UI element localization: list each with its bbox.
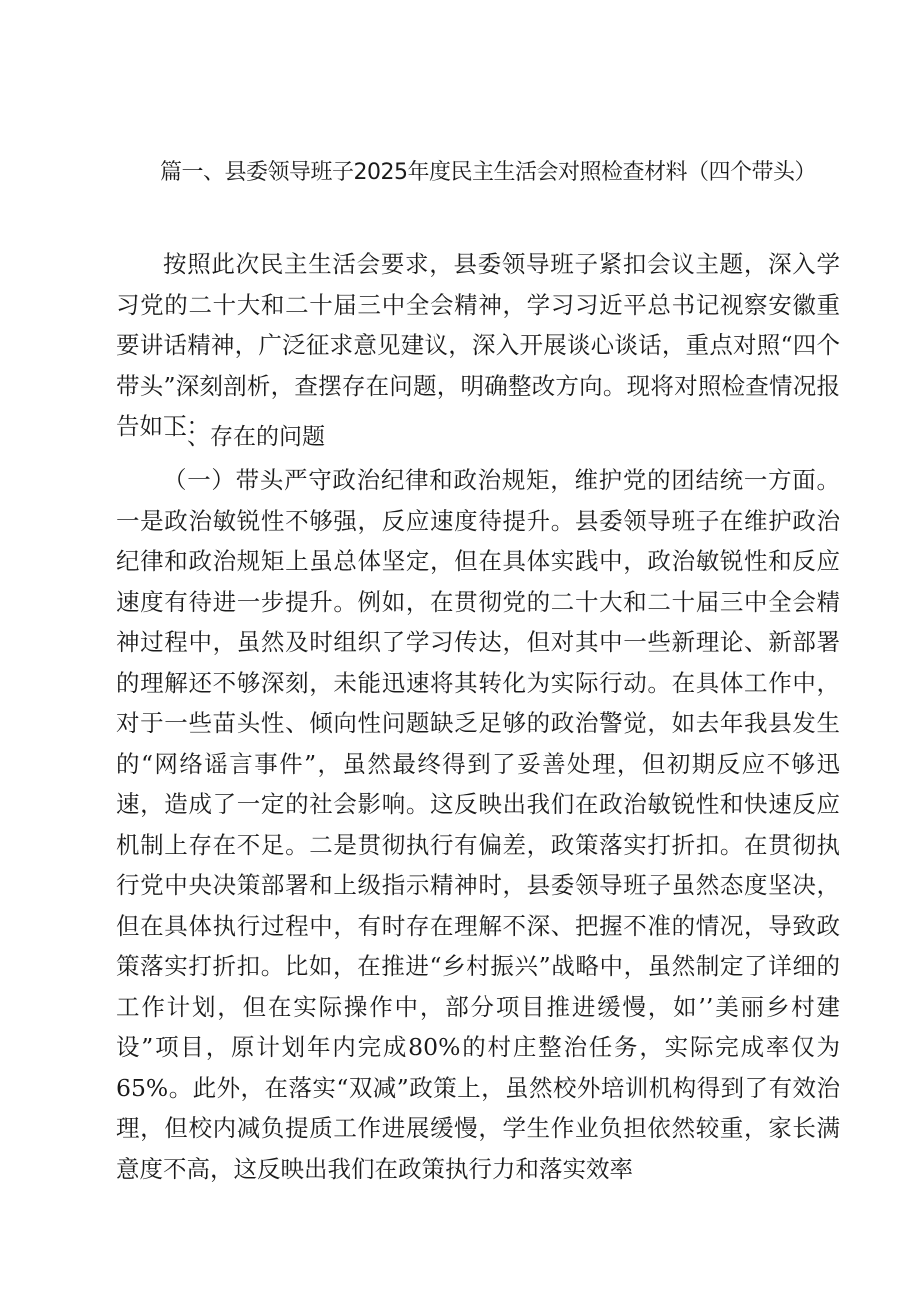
section-paragraph: （一）带头严守政治纪律和政治规矩，维护党的团结统一方面。一是政治敏锐性不够强，反应速度待提升。县委领导班子在维护政治纪律和政治规矩上虽总体坚定，但在具体实践中，政治敏锐性和反应速度有待进一步提升。例如，在贯彻党的二十大和二十届三中全会精神过程中，虽然及时组织了学习传达，但对其中一些新理论、新部署的理解还不够深刻，未能迅速将其转化为实际行动。在具体工作中，对于一些苗头性、倾向性问题缺乏足够的政治警觉，如去年我县发生的“网络谣言事件”，虽然最终得到了妥善处理，但初期反应不够迅速，造成了一定的社会影响。这反映出我们在政治敏锐性和快速反应机制上存在不足。二是贯彻执行有偏差，政策落实打折扣。在贯彻执行党中央决策部署和上级指示精神时，县委领导班子虽然态度坚决，但在具体执行过程中，有时存在理解不深、把握不准的情况，导致政策落实打折扣。比如，在推进“乡村振兴”战略中，虽然制定了详细的工作计划，但在实际操作中，部分项目推进缓慢，如’’美丽乡村建设”项目，原计划年内完成80%的村庄整治任务，实际完成率仅为65%。此外，在落实“双减”政策上，虽然校外培训机构得到了有效治理，但校内减负提质工作进展缓慢，学生作业负担依然较重，家长满意度不高，这反映出我们在政策执行力和落实效率: [116, 466, 840, 1183]
section-heading: 一、存在的问题: [164, 424, 325, 450]
document-title: 篇一、县委领导班子2025年度民主生活会对照检查材料（四个带头）: [160, 160, 816, 185]
intro-paragraph: 按照此次民主生活会要求，县委领导班子紧扣会议主题，深入学习党的二十大和二十届三中全会精神，学习习近平总书记视察安徽重要讲话精神，广泛征求意见建议，深入开展谈心谈话，重点对照“四个带头”深刻剖析，查摆存在问题，明确整改方向。现将对照检查情况报告如下：: [116, 250, 840, 440]
